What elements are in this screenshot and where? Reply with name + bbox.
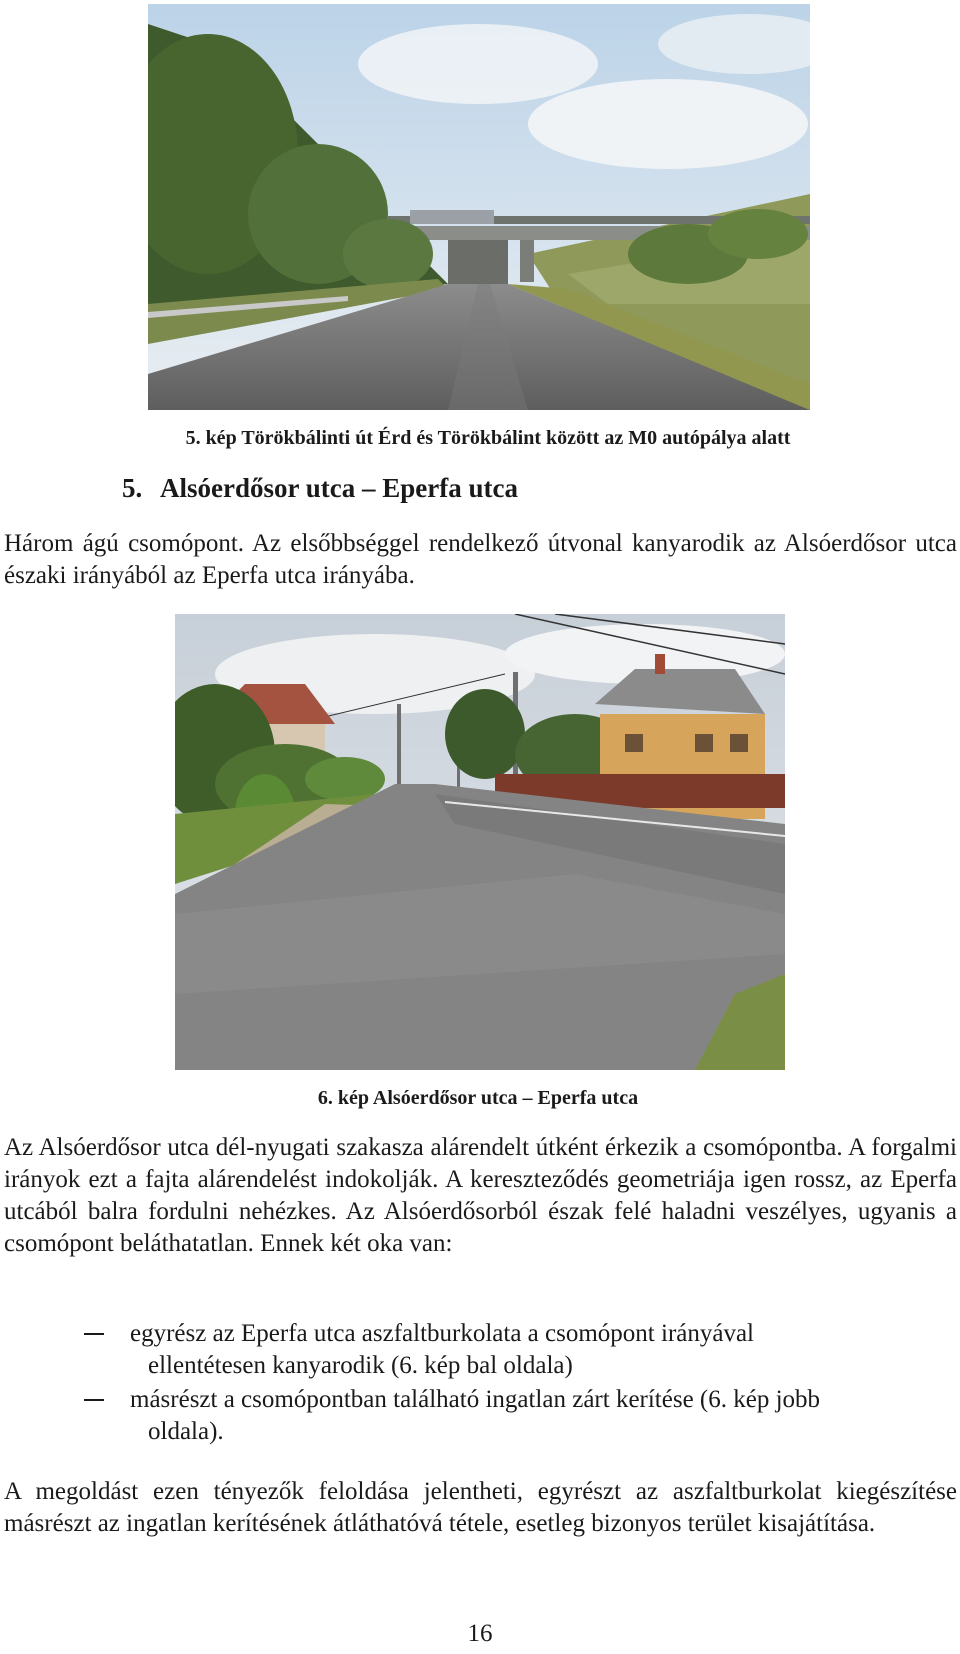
section-number: 5.	[122, 473, 143, 503]
dash-bullet-icon	[84, 1399, 104, 1401]
list-item-line1: egyrész az Eperfa utca aszfaltburkolata a csomópont irányával	[130, 1320, 754, 1347]
page-number: 16	[467, 1620, 493, 1647]
list-item	[0, 1384, 960, 1448]
section-title: Alsóerdősor utca – Eperfa utca	[160, 473, 518, 503]
reason-list	[0, 1318, 960, 1450]
paragraph-solution: A megoldást ezen tényezők feloldása jelentheti, egyrészt az aszfaltburkolat kiegészítése másrészt az ingatlan kerítésének átláthatóvá tétele, esetleg bizonyos terület kisajátítása.	[4, 1478, 957, 1537]
dash-bullet-icon	[84, 1333, 104, 1335]
list-item	[0, 1318, 960, 1382]
photo2-illustration	[175, 614, 785, 1070]
list-item-line2: oldala).	[148, 1418, 224, 1445]
figure2-caption: 6. kép Alsóerdősor utca – Eperfa utca	[317, 1087, 639, 1109]
photo-alsoerdosor-eperfa-junction	[175, 614, 785, 1070]
figure1-caption: 5. kép Törökbálinti út Érd és Törökbálint között az M0 autópálya alatt	[185, 427, 791, 449]
section-heading	[122, 472, 518, 504]
list-item-line1: másrészt a csomópontban található ingatlan zárt kerítése (6. kép jobb	[130, 1386, 821, 1413]
list-item-line2: ellentétesen kanyarodik (6. kép bal oldala)	[148, 1352, 573, 1379]
paragraph-intro: Három ágú csomópont. Az elsőbbséggel rendelkező útvonal kanyarodik az Alsóerdősor utca északi irányából az Eperfa utca irányába.	[4, 530, 957, 589]
photo-road-under-m0-bridge	[148, 4, 810, 410]
paragraph-description: Az Alsóerdősor utca dél-nyugati szakasza alárendelt útként érkezik a csomópontba. A forgalmi irányok ezt a fajta alárendelést indokolják. A kereszteződés geometriája igen rossz, az Eperfa utcából balra fordulni nehézkes. Az Alsóerdősorból észak felé haladni veszélyes, ugyanis a csomópont beláthatatlan. Ennek két oka van:	[4, 1134, 957, 1257]
photo1-illustration	[148, 4, 810, 410]
